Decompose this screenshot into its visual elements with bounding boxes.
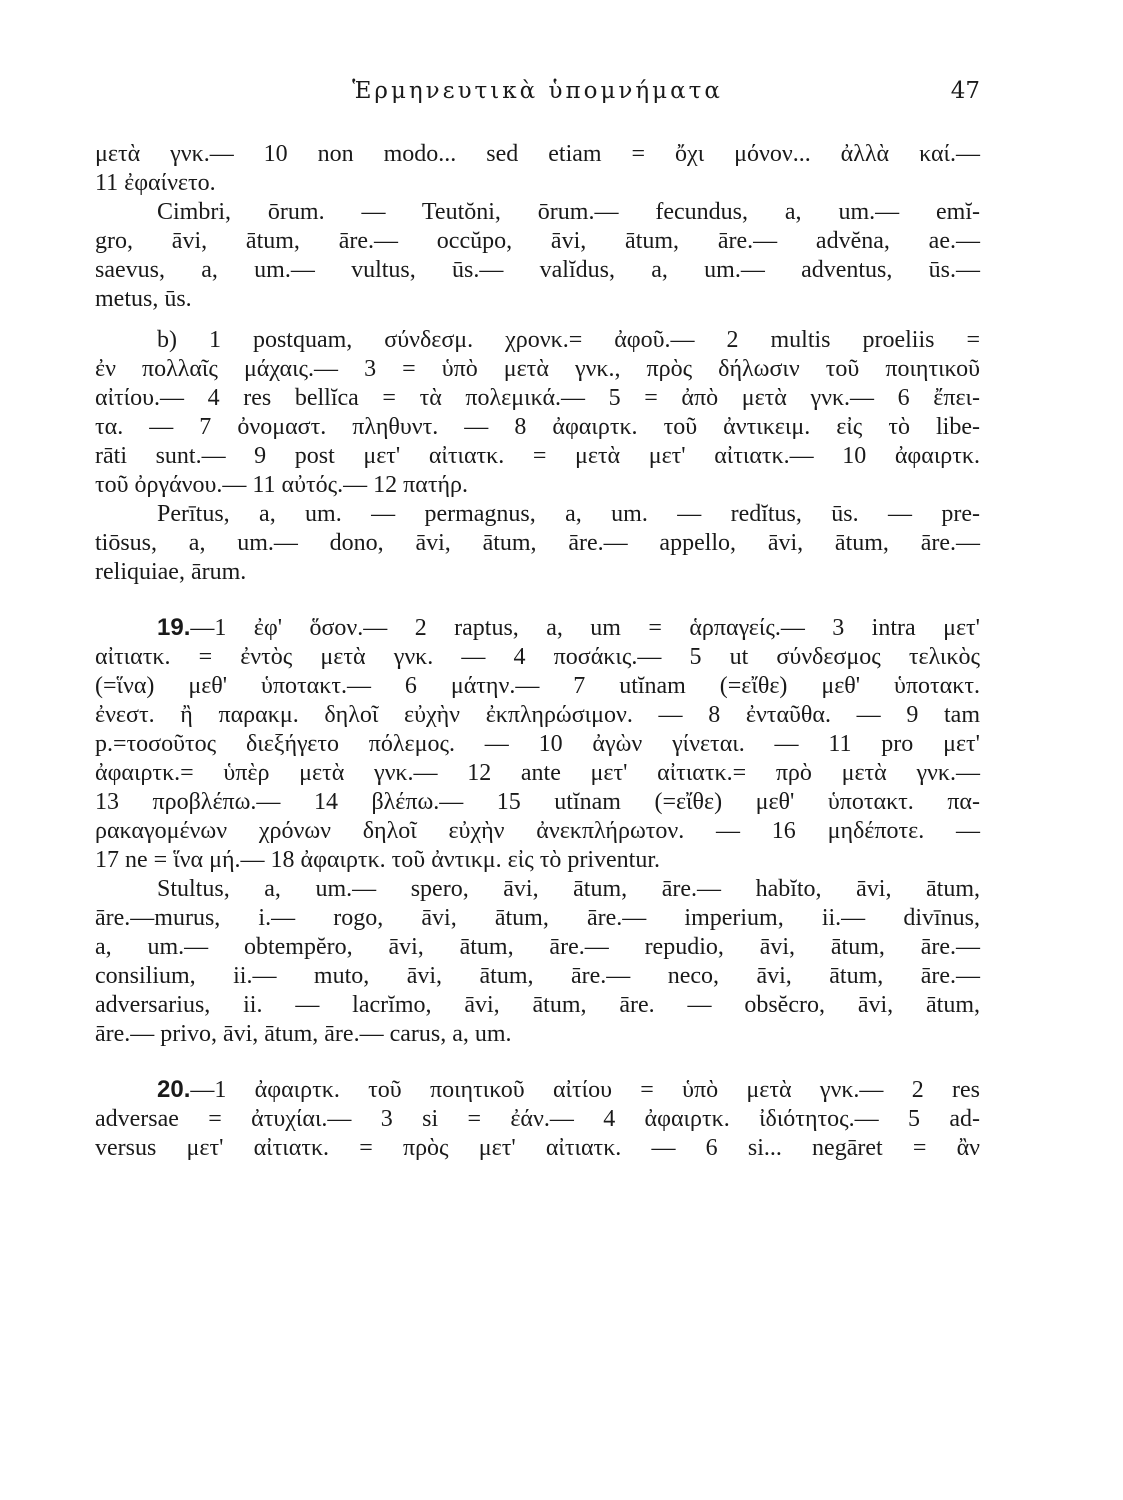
text-line: āre.— privo, āvi, ātum, āre.— carus, a, um. xyxy=(95,1021,512,1047)
text-line: μετὰ γνκ.— 10 non modo... sed etiam = ὄχι μόνον... ἀλλὰ καί.— xyxy=(95,141,980,167)
section-19 xyxy=(95,613,980,643)
paragraph-a xyxy=(95,140,980,198)
paragraph-vocabulary-18b-cont xyxy=(95,529,980,587)
text-line: adversae = ἀτυχίαι.— 3 si = ἐάν.— 4 ἀφαιρτκ. ἰδιότητος.— 5 ad- xyxy=(95,1106,980,1132)
text-line: versus μετ' αἰτιατκ. = πρὸς μετ' αἰτιατκ. — 6 si... negāret = ἂν xyxy=(95,1135,980,1161)
text-line: τοῦ ὀργάνου.— 11 αὐτός.— 12 πατήρ. xyxy=(95,472,468,498)
text-line: αἰτίου.— 4 res bellĭca = τὰ πολεμικά.— 5 = ἀπὸ μετὰ γνκ.— 6 ἔπει- xyxy=(95,385,980,411)
text-line-fragment: —1 ἀφαιρτκ. τοῦ ποιητικοῦ αἰτίου = ὑπὸ μετὰ γνκ.— 2 res xyxy=(190,1077,980,1103)
vocabulary-19-cont xyxy=(95,904,980,1049)
paragraph-vocabulary-18a-cont xyxy=(95,227,980,314)
text-line: Perītus, a, um. — permagnus, a, um. — redĭtus, ūs. — pre- xyxy=(157,501,980,527)
text-line: ἐνεστ. ἢ παρακμ. δηλοῖ εὐχὴν ἐκπληρώσιμον. — 8 ἐνταῦθα. — 9 tam xyxy=(95,702,980,728)
paragraph-b-notes xyxy=(95,326,980,355)
text-line: Stultus, a, um.— spero, āvi, ātum, āre.— habĭto, āvi, ātum, xyxy=(157,876,980,902)
text-line: 17 ne = ἵνα μή.— 18 ἀφαιρτκ. τοῦ ἀντικμ. εἰς τὸ priventur. xyxy=(95,847,661,873)
paragraph-b-notes-cont xyxy=(95,355,980,500)
text-line: adversarius, ii. — lacrĭmo, āvi, ātum, āre. — obsĕcro, āvi, ātum, xyxy=(95,992,980,1018)
text-line: p.=τοσοῦτος διεξήγετο πόλεμος. — 10 ἀγὼν γίνεται. — 11 pro μετ' xyxy=(95,731,980,757)
section-19-cont xyxy=(95,643,980,875)
text-line: ρακαγομένων χρόνων δηλοῖ εὐχὴν ἀνεκπλήρωτον. — 16 μηδέποτε. — xyxy=(95,818,980,844)
running-title: Ἑρμηνευτικὰ ὑπομνήματα xyxy=(352,78,723,104)
text-line xyxy=(157,613,980,643)
text-line: gro, āvi, ātum, āre.— occŭpo, āvi, ātum, āre.— advĕna, ae.— xyxy=(95,228,980,254)
text-line: tiōsus, a, um.— dono, āvi, ātum, āre.— appello, āvi, ātum, āre.— xyxy=(95,530,980,556)
section-number: 19. xyxy=(157,614,191,641)
page-number: 47 xyxy=(950,78,980,104)
text-line: saevus, a, um.— vultus, ūs.— valĭdus, a, um.— adventus, ūs.— xyxy=(95,257,980,283)
text-line: ἀφαιρτκ.= ὑπὲρ μετὰ γνκ.— 12 ante μετ' αἰτιατκ.= πρὸ μετὰ γνκ.— xyxy=(95,760,980,786)
text-line: consilium, ii.— muto, āvi, ātum, āre.— neco, āvi, ātum, āre.— xyxy=(95,963,980,989)
text-line: āre.—murus, i.— rogo, āvi, ātum, āre.— imperium, ii.— divīnus, xyxy=(95,905,980,931)
text-line: 11 ἐφαίνετο. xyxy=(95,170,216,196)
text-line: a, um.— obtempĕro, āvi, ātum, āre.— repudio, āvi, ātum, āre.— xyxy=(95,934,980,960)
text-line: αἰτιατκ. = ἐντὸς μετὰ γνκ. — 4 ποσάκις.— 5 ut σύνδεσμος τελικὸς xyxy=(95,644,980,670)
text-line: Cimbri, ōrum. — Teutŏni, ōrum.— fecundus, a, um.— emĭ- xyxy=(157,199,980,225)
text-line: reliquiae, ārum. xyxy=(95,559,247,585)
vocabulary-19 xyxy=(95,875,980,904)
text-line: 13 προβλέπω.— 14 βλέπω.— 15 utĭnam (=εἴθε) μεθ' ὑποτακτ. πα- xyxy=(95,789,980,815)
paragraph-vocabulary-18a xyxy=(95,198,980,227)
section-number: 20. xyxy=(157,1076,191,1103)
text-line: rāti sunt.— 9 post μετ' αἰτιατκ. = μετὰ μετ' αἰτιατκ.— 10 ἀφαιρτκ. xyxy=(95,443,980,469)
text-line: τα. — 7 ὀνομαστ. πληθυντ. — 8 ἀφαιρτκ. τοῦ ἀντικειμ. εἰς τὸ libe- xyxy=(95,414,980,440)
text-line: b) 1 postquam, σύνδεσμ. χρονκ.= ἀφοῦ.— 2 multis proeliis = xyxy=(157,327,980,353)
section-20-cont xyxy=(95,1105,980,1163)
text-line-fragment: —1 ἐφ' ὅσον.— 2 raptus, a, um = ἁρπαγείς.— 3 intra μετ' xyxy=(190,615,980,641)
text-line xyxy=(157,1075,980,1105)
running-head xyxy=(95,78,980,110)
text-line: ἐν πολλαῖς μάχαις.— 3 = ὑπὸ μετὰ γνκ., πρὸς δήλωσιν τοῦ ποιητικοῦ xyxy=(95,356,980,382)
text-line: metus, ūs. xyxy=(95,286,192,312)
text-line: (=ἵνα) μεθ' ὑποτακτ.— 6 μάτην.— 7 utĭnam (=εἴθε) μεθ' ὑποτακτ. xyxy=(95,673,980,699)
paragraph-vocabulary-18b xyxy=(95,500,980,529)
body-text xyxy=(95,140,980,1163)
section-20 xyxy=(95,1075,980,1105)
